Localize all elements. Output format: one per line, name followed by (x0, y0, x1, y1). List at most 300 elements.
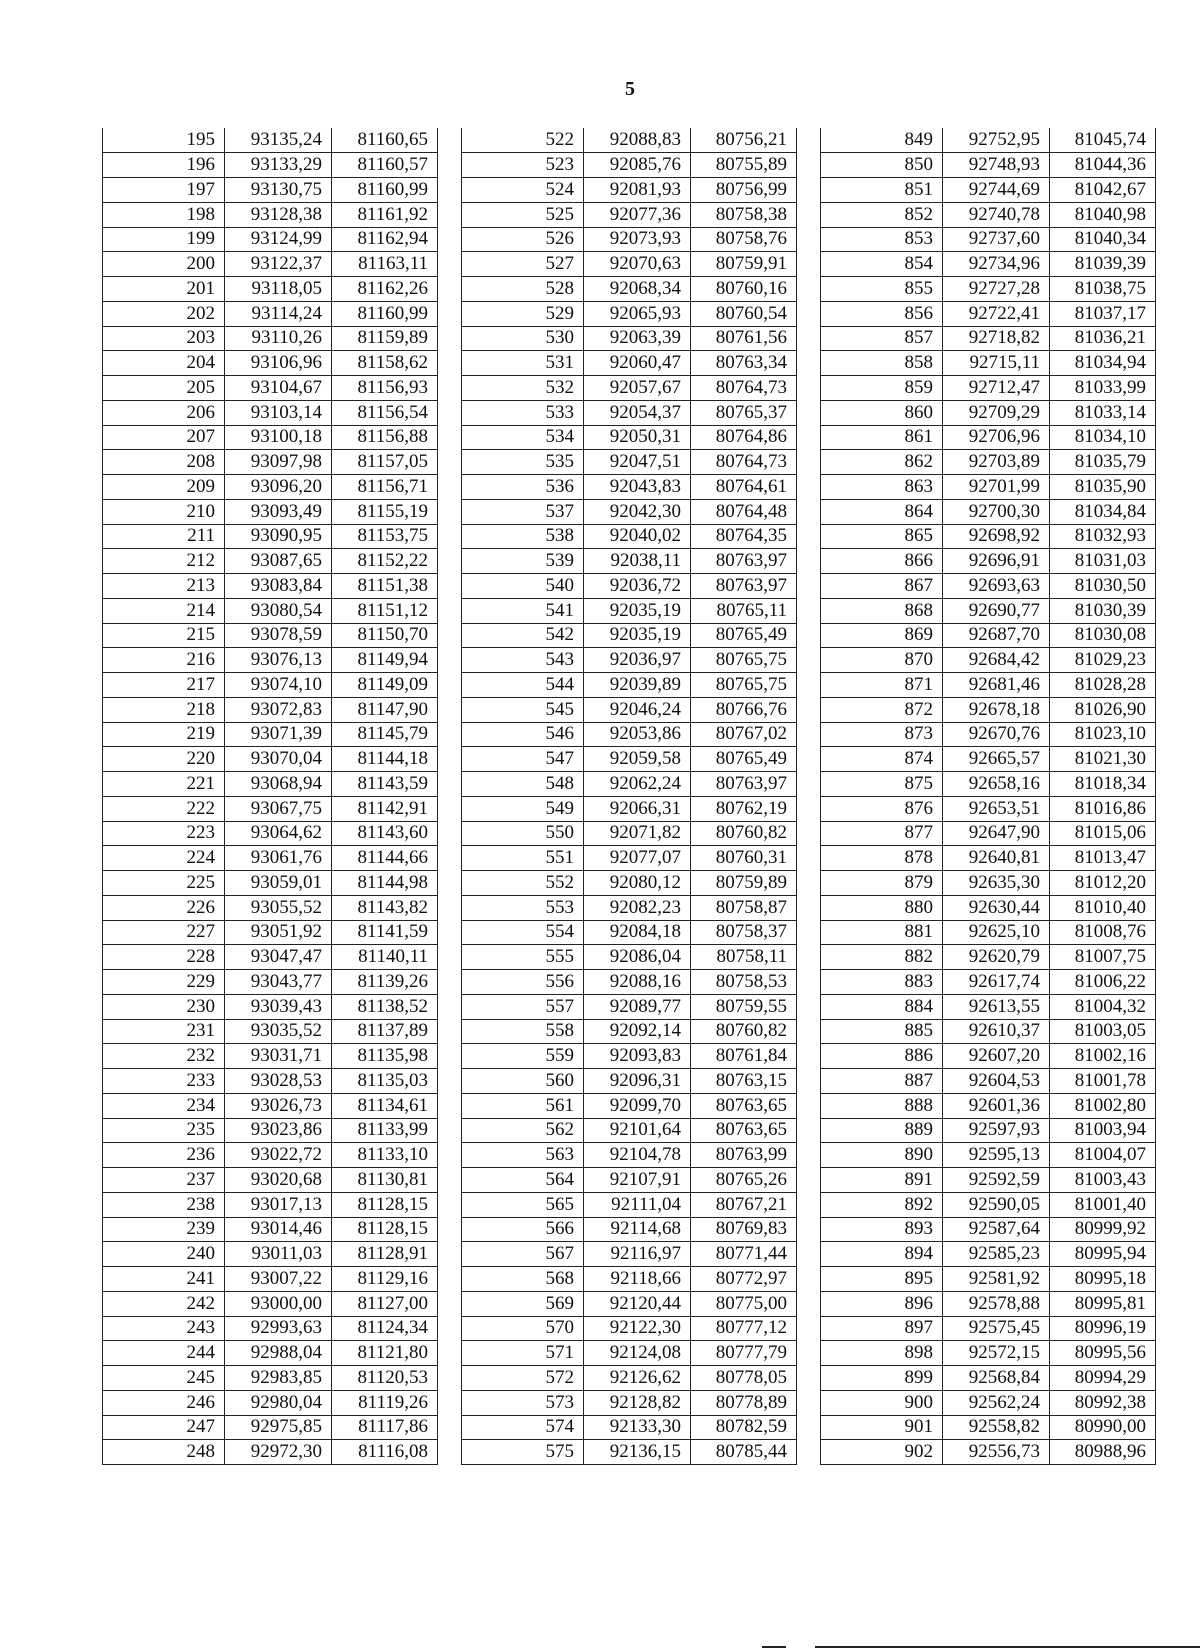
point-number-cell: 561 (462, 1093, 584, 1118)
y-coordinate-cell: 80760,54 (691, 301, 797, 326)
point-number-cell: 201 (103, 277, 225, 302)
table-row (103, 524, 438, 549)
point-number-cell: 867 (821, 574, 943, 599)
point-number-cell: 871 (821, 673, 943, 698)
point-number-cell: 890 (821, 1143, 943, 1168)
x-coordinate-cell: 92587,64 (943, 1217, 1050, 1242)
y-coordinate-cell: 81004,07 (1050, 1143, 1156, 1168)
y-coordinate-cell: 80763,65 (691, 1093, 797, 1118)
point-number-cell: 247 (103, 1415, 225, 1440)
point-number-cell: 885 (821, 1019, 943, 1044)
point-number-cell: 205 (103, 376, 225, 401)
x-coordinate-cell: 92684,42 (943, 648, 1050, 673)
y-coordinate-cell: 81121,80 (332, 1341, 438, 1366)
point-number-cell: 895 (821, 1267, 943, 1292)
x-coordinate-cell: 93080,54 (225, 598, 332, 623)
x-coordinate-cell: 92670,76 (943, 722, 1050, 747)
y-coordinate-cell: 80763,15 (691, 1069, 797, 1094)
y-coordinate-cell: 80771,44 (691, 1242, 797, 1267)
table-row (103, 945, 438, 970)
x-coordinate-cell: 92082,23 (584, 895, 691, 920)
point-number-cell: 898 (821, 1341, 943, 1366)
y-coordinate-cell: 81157,05 (332, 450, 438, 475)
point-number-cell: 865 (821, 524, 943, 549)
table-row (462, 1192, 797, 1217)
point-number-cell: 868 (821, 598, 943, 623)
y-coordinate-cell: 80777,79 (691, 1341, 797, 1366)
table-row (103, 970, 438, 995)
y-coordinate-cell: 81040,34 (1050, 227, 1156, 252)
x-coordinate-cell: 92700,30 (943, 499, 1050, 524)
point-number-cell: 235 (103, 1118, 225, 1143)
x-coordinate-cell: 93031,71 (225, 1044, 332, 1069)
table-row (821, 821, 1156, 846)
point-number-cell: 232 (103, 1044, 225, 1069)
point-number-cell: 218 (103, 697, 225, 722)
point-number-cell: 560 (462, 1069, 584, 1094)
x-coordinate-cell: 93035,52 (225, 1019, 332, 1044)
table-row (462, 920, 797, 945)
table-row (821, 128, 1156, 153)
x-coordinate-cell: 92701,99 (943, 475, 1050, 500)
x-coordinate-cell: 93122,37 (225, 252, 332, 277)
y-coordinate-cell: 81162,26 (332, 277, 438, 302)
y-coordinate-cell: 81144,18 (332, 747, 438, 772)
x-coordinate-cell: 92066,31 (584, 796, 691, 821)
x-coordinate-cell: 93014,46 (225, 1217, 332, 1242)
y-coordinate-cell: 80765,11 (691, 598, 797, 623)
x-coordinate-cell: 92647,90 (943, 821, 1050, 846)
x-coordinate-cell: 92983,85 (225, 1366, 332, 1391)
y-coordinate-cell: 80759,89 (691, 871, 797, 896)
x-coordinate-cell: 92734,96 (943, 252, 1050, 277)
table-row (462, 351, 797, 376)
y-coordinate-cell: 80764,73 (691, 450, 797, 475)
point-number-cell: 881 (821, 920, 943, 945)
table-row (103, 376, 438, 401)
x-coordinate-cell: 92038,11 (584, 549, 691, 574)
point-number-cell: 863 (821, 475, 943, 500)
table-row (821, 1093, 1156, 1118)
y-coordinate-cell: 81141,59 (332, 920, 438, 945)
x-coordinate-cell: 92748,93 (943, 153, 1050, 178)
table-row (103, 747, 438, 772)
point-number-cell: 876 (821, 796, 943, 821)
table-row (103, 1044, 438, 1069)
y-coordinate-cell: 80764,61 (691, 475, 797, 500)
y-coordinate-cell: 80758,53 (691, 970, 797, 995)
table-row (462, 772, 797, 797)
y-coordinate-cell: 81033,14 (1050, 400, 1156, 425)
y-coordinate-cell: 81006,22 (1050, 970, 1156, 995)
point-number-cell: 213 (103, 574, 225, 599)
table-row (103, 697, 438, 722)
point-number-cell: 573 (462, 1390, 584, 1415)
y-coordinate-cell: 81044,36 (1050, 153, 1156, 178)
y-coordinate-cell: 81026,90 (1050, 697, 1156, 722)
point-number-cell: 548 (462, 772, 584, 797)
x-coordinate-cell: 93110,26 (225, 326, 332, 351)
y-coordinate-cell: 81135,03 (332, 1069, 438, 1094)
point-number-cell: 223 (103, 821, 225, 846)
x-coordinate-cell: 92057,67 (584, 376, 691, 401)
table-row (103, 1093, 438, 1118)
x-coordinate-cell: 92126,62 (584, 1366, 691, 1391)
point-number-cell: 528 (462, 277, 584, 302)
point-number-cell: 237 (103, 1168, 225, 1193)
y-coordinate-cell: 80772,97 (691, 1267, 797, 1292)
top-edge-mark (565, 0, 617, 5)
x-coordinate-cell: 93043,77 (225, 970, 332, 995)
y-coordinate-cell: 81150,70 (332, 623, 438, 648)
x-coordinate-cell: 92630,44 (943, 895, 1050, 920)
point-number-cell: 897 (821, 1316, 943, 1341)
x-coordinate-cell: 92035,19 (584, 623, 691, 648)
table-row (103, 425, 438, 450)
table-row (462, 301, 797, 326)
point-number-cell: 572 (462, 1366, 584, 1391)
x-coordinate-cell: 92104,78 (584, 1143, 691, 1168)
table-row (462, 821, 797, 846)
x-coordinate-cell: 92635,30 (943, 871, 1050, 896)
x-coordinate-cell: 93051,92 (225, 920, 332, 945)
x-coordinate-cell: 93093,49 (225, 499, 332, 524)
x-coordinate-cell: 92101,64 (584, 1118, 691, 1143)
x-coordinate-cell: 92071,82 (584, 821, 691, 846)
point-number-cell: 240 (103, 1242, 225, 1267)
x-coordinate-cell: 92993,63 (225, 1316, 332, 1341)
point-number-cell: 884 (821, 994, 943, 1019)
y-coordinate-cell: 80760,31 (691, 846, 797, 871)
x-coordinate-cell: 92040,02 (584, 524, 691, 549)
point-number-cell: 524 (462, 178, 584, 203)
y-coordinate-cell: 80755,89 (691, 153, 797, 178)
x-coordinate-cell: 92039,89 (584, 673, 691, 698)
x-coordinate-cell: 93130,75 (225, 178, 332, 203)
x-coordinate-cell: 92065,93 (584, 301, 691, 326)
y-coordinate-cell: 81029,23 (1050, 648, 1156, 673)
x-coordinate-cell: 93068,94 (225, 772, 332, 797)
point-number-cell: 538 (462, 524, 584, 549)
x-coordinate-cell: 93133,29 (225, 153, 332, 178)
table-row (462, 1217, 797, 1242)
y-coordinate-cell: 81156,93 (332, 376, 438, 401)
y-coordinate-cell: 81030,08 (1050, 623, 1156, 648)
table-row (103, 1316, 438, 1341)
point-number-cell: 563 (462, 1143, 584, 1168)
table-row (821, 772, 1156, 797)
table-row (103, 400, 438, 425)
y-coordinate-cell: 81035,79 (1050, 450, 1156, 475)
table-row (821, 400, 1156, 425)
point-number-cell: 241 (103, 1267, 225, 1292)
y-coordinate-cell: 80765,26 (691, 1168, 797, 1193)
table-row (462, 1143, 797, 1168)
footer-rule-long (815, 1646, 1200, 1648)
point-number-cell: 875 (821, 772, 943, 797)
x-coordinate-cell: 92077,36 (584, 202, 691, 227)
point-number-cell: 896 (821, 1291, 943, 1316)
point-number-cell: 569 (462, 1291, 584, 1316)
x-coordinate-cell: 92640,81 (943, 846, 1050, 871)
x-coordinate-cell: 92706,96 (943, 425, 1050, 450)
table-row (821, 697, 1156, 722)
x-coordinate-cell: 92086,04 (584, 945, 691, 970)
point-number-cell: 529 (462, 301, 584, 326)
table-row (462, 252, 797, 277)
y-coordinate-cell: 81007,75 (1050, 945, 1156, 970)
table-row (103, 128, 438, 153)
point-number-cell: 575 (462, 1440, 584, 1465)
x-coordinate-cell: 92111,04 (584, 1192, 691, 1217)
table-row (103, 1390, 438, 1415)
x-coordinate-cell: 92070,63 (584, 252, 691, 277)
y-coordinate-cell: 81160,57 (332, 153, 438, 178)
table-row (821, 1415, 1156, 1440)
y-coordinate-cell: 81030,39 (1050, 598, 1156, 623)
x-coordinate-cell: 92124,08 (584, 1341, 691, 1366)
y-coordinate-cell: 80766,76 (691, 697, 797, 722)
table-row (462, 1093, 797, 1118)
point-number-cell: 892 (821, 1192, 943, 1217)
point-number-cell: 902 (821, 1440, 943, 1465)
y-coordinate-cell: 81143,60 (332, 821, 438, 846)
y-coordinate-cell: 81151,12 (332, 598, 438, 623)
y-coordinate-cell: 81156,88 (332, 425, 438, 450)
point-number-cell: 531 (462, 351, 584, 376)
table-row (462, 1390, 797, 1415)
y-coordinate-cell: 81034,94 (1050, 351, 1156, 376)
y-coordinate-cell: 81120,53 (332, 1366, 438, 1391)
table-row (462, 202, 797, 227)
point-number-cell: 211 (103, 524, 225, 549)
point-number-cell: 872 (821, 697, 943, 722)
point-number-cell: 894 (821, 1242, 943, 1267)
point-number-cell: 557 (462, 994, 584, 1019)
x-coordinate-cell: 93124,99 (225, 227, 332, 252)
y-coordinate-cell: 80759,55 (691, 994, 797, 1019)
table-row (103, 1267, 438, 1292)
table-row (821, 1217, 1156, 1242)
x-coordinate-cell: 93007,22 (225, 1267, 332, 1292)
table-row (462, 747, 797, 772)
y-coordinate-cell: 81143,82 (332, 895, 438, 920)
point-number-cell: 228 (103, 945, 225, 970)
table-row (103, 1415, 438, 1440)
table-row (103, 202, 438, 227)
x-coordinate-cell: 92604,53 (943, 1069, 1050, 1094)
x-coordinate-cell: 92118,66 (584, 1267, 691, 1292)
point-number-cell: 234 (103, 1093, 225, 1118)
x-coordinate-cell: 92696,91 (943, 549, 1050, 574)
point-number-cell: 204 (103, 351, 225, 376)
x-coordinate-cell: 92088,16 (584, 970, 691, 995)
table-row (462, 1316, 797, 1341)
y-coordinate-cell: 81147,90 (332, 697, 438, 722)
table-row (821, 1044, 1156, 1069)
x-coordinate-cell: 93114,24 (225, 301, 332, 326)
table-row (103, 994, 438, 1019)
point-number-cell: 856 (821, 301, 943, 326)
point-number-cell: 887 (821, 1069, 943, 1094)
y-coordinate-cell: 81155,19 (332, 499, 438, 524)
x-coordinate-cell: 92556,73 (943, 1440, 1050, 1465)
y-coordinate-cell: 81034,84 (1050, 499, 1156, 524)
x-coordinate-cell: 93059,01 (225, 871, 332, 896)
point-number-cell: 862 (821, 450, 943, 475)
y-coordinate-cell: 80758,87 (691, 895, 797, 920)
table-row (462, 796, 797, 821)
point-number-cell: 556 (462, 970, 584, 995)
table-row (821, 376, 1156, 401)
point-number-cell: 203 (103, 326, 225, 351)
x-coordinate-cell: 93096,20 (225, 475, 332, 500)
y-coordinate-cell: 81143,59 (332, 772, 438, 797)
x-coordinate-cell: 92043,83 (584, 475, 691, 500)
point-number-cell: 562 (462, 1118, 584, 1143)
x-coordinate-cell: 93070,04 (225, 747, 332, 772)
table-row (821, 1267, 1156, 1292)
table-row (103, 1242, 438, 1267)
point-number-cell: 570 (462, 1316, 584, 1341)
point-number-cell: 535 (462, 450, 584, 475)
y-coordinate-cell: 81035,90 (1050, 475, 1156, 500)
table-row (462, 227, 797, 252)
table-row (462, 376, 797, 401)
x-coordinate-cell: 92122,30 (584, 1316, 691, 1341)
x-coordinate-cell: 92698,92 (943, 524, 1050, 549)
x-coordinate-cell: 93072,83 (225, 697, 332, 722)
y-coordinate-cell: 80765,49 (691, 747, 797, 772)
x-coordinate-cell: 92053,86 (584, 722, 691, 747)
point-number-cell: 199 (103, 227, 225, 252)
x-coordinate-cell: 92681,46 (943, 673, 1050, 698)
x-coordinate-cell: 93067,75 (225, 796, 332, 821)
x-coordinate-cell: 93047,47 (225, 945, 332, 970)
y-coordinate-cell: 81001,40 (1050, 1192, 1156, 1217)
x-coordinate-cell: 92093,83 (584, 1044, 691, 1069)
y-coordinate-cell: 80775,00 (691, 1291, 797, 1316)
x-coordinate-cell: 93071,39 (225, 722, 332, 747)
table-row (103, 153, 438, 178)
x-coordinate-cell: 92136,15 (584, 1440, 691, 1465)
table-row (821, 475, 1156, 500)
point-number-cell: 522 (462, 128, 584, 153)
y-coordinate-cell: 81144,98 (332, 871, 438, 896)
table-row (462, 1118, 797, 1143)
y-coordinate-cell: 81152,22 (332, 549, 438, 574)
table-row (821, 871, 1156, 896)
table-row (103, 920, 438, 945)
y-coordinate-cell: 81040,98 (1050, 202, 1156, 227)
y-coordinate-cell: 80761,56 (691, 326, 797, 351)
x-coordinate-cell: 93023,86 (225, 1118, 332, 1143)
table-row (462, 524, 797, 549)
point-number-cell: 202 (103, 301, 225, 326)
y-coordinate-cell: 80760,82 (691, 821, 797, 846)
table-row (821, 648, 1156, 673)
point-number-cell: 547 (462, 747, 584, 772)
point-number-cell: 555 (462, 945, 584, 970)
point-number-cell: 537 (462, 499, 584, 524)
y-coordinate-cell: 81036,21 (1050, 326, 1156, 351)
point-number-cell: 212 (103, 549, 225, 574)
point-number-cell: 544 (462, 673, 584, 698)
y-coordinate-cell: 81159,89 (332, 326, 438, 351)
table-row (821, 747, 1156, 772)
point-number-cell: 200 (103, 252, 225, 277)
point-number-cell: 568 (462, 1267, 584, 1292)
y-coordinate-cell: 81015,06 (1050, 821, 1156, 846)
y-coordinate-cell: 80758,38 (691, 202, 797, 227)
table-row (821, 450, 1156, 475)
point-number-cell: 230 (103, 994, 225, 1019)
y-coordinate-cell: 80769,83 (691, 1217, 797, 1242)
table-row (462, 1366, 797, 1391)
y-coordinate-cell: 81160,65 (332, 128, 438, 153)
point-number-cell: 543 (462, 648, 584, 673)
table-row (821, 1390, 1156, 1415)
coordinates-table-3 (820, 128, 1156, 1465)
table-row (462, 450, 797, 475)
x-coordinate-cell: 92068,34 (584, 277, 691, 302)
point-number-cell: 542 (462, 623, 584, 648)
point-number-cell: 566 (462, 1217, 584, 1242)
point-number-cell: 220 (103, 747, 225, 772)
x-coordinate-cell: 92620,79 (943, 945, 1050, 970)
table-row (462, 425, 797, 450)
point-number-cell: 869 (821, 623, 943, 648)
y-coordinate-cell: 80782,59 (691, 1415, 797, 1440)
x-coordinate-cell: 93026,73 (225, 1093, 332, 1118)
x-coordinate-cell: 92709,29 (943, 400, 1050, 425)
y-coordinate-cell: 81012,20 (1050, 871, 1156, 896)
y-coordinate-cell: 81134,61 (332, 1093, 438, 1118)
y-coordinate-cell: 80778,89 (691, 1390, 797, 1415)
y-coordinate-cell: 81151,38 (332, 574, 438, 599)
y-coordinate-cell: 80760,16 (691, 277, 797, 302)
table-row (103, 499, 438, 524)
x-coordinate-cell: 93103,14 (225, 400, 332, 425)
table-row (821, 1143, 1156, 1168)
point-number-cell: 853 (821, 227, 943, 252)
x-coordinate-cell: 93028,53 (225, 1069, 332, 1094)
x-coordinate-cell: 92568,84 (943, 1366, 1050, 1391)
y-coordinate-cell: 81149,09 (332, 673, 438, 698)
table-row (103, 1366, 438, 1391)
x-coordinate-cell: 93022,72 (225, 1143, 332, 1168)
table-row (462, 549, 797, 574)
point-number-cell: 850 (821, 153, 943, 178)
table-row (821, 846, 1156, 871)
y-coordinate-cell: 80758,76 (691, 227, 797, 252)
x-coordinate-cell: 93011,03 (225, 1242, 332, 1267)
y-coordinate-cell: 81163,11 (332, 252, 438, 277)
y-coordinate-cell: 81127,00 (332, 1291, 438, 1316)
x-coordinate-cell: 93128,38 (225, 202, 332, 227)
x-coordinate-cell: 92687,70 (943, 623, 1050, 648)
point-number-cell: 540 (462, 574, 584, 599)
y-coordinate-cell: 80759,91 (691, 252, 797, 277)
point-number-cell: 541 (462, 598, 584, 623)
point-number-cell: 860 (821, 400, 943, 425)
table-row (103, 598, 438, 623)
table-row (821, 895, 1156, 920)
y-coordinate-cell: 81021,30 (1050, 747, 1156, 772)
y-coordinate-cell: 80763,34 (691, 351, 797, 376)
x-coordinate-cell: 93097,98 (225, 450, 332, 475)
table-row (103, 623, 438, 648)
